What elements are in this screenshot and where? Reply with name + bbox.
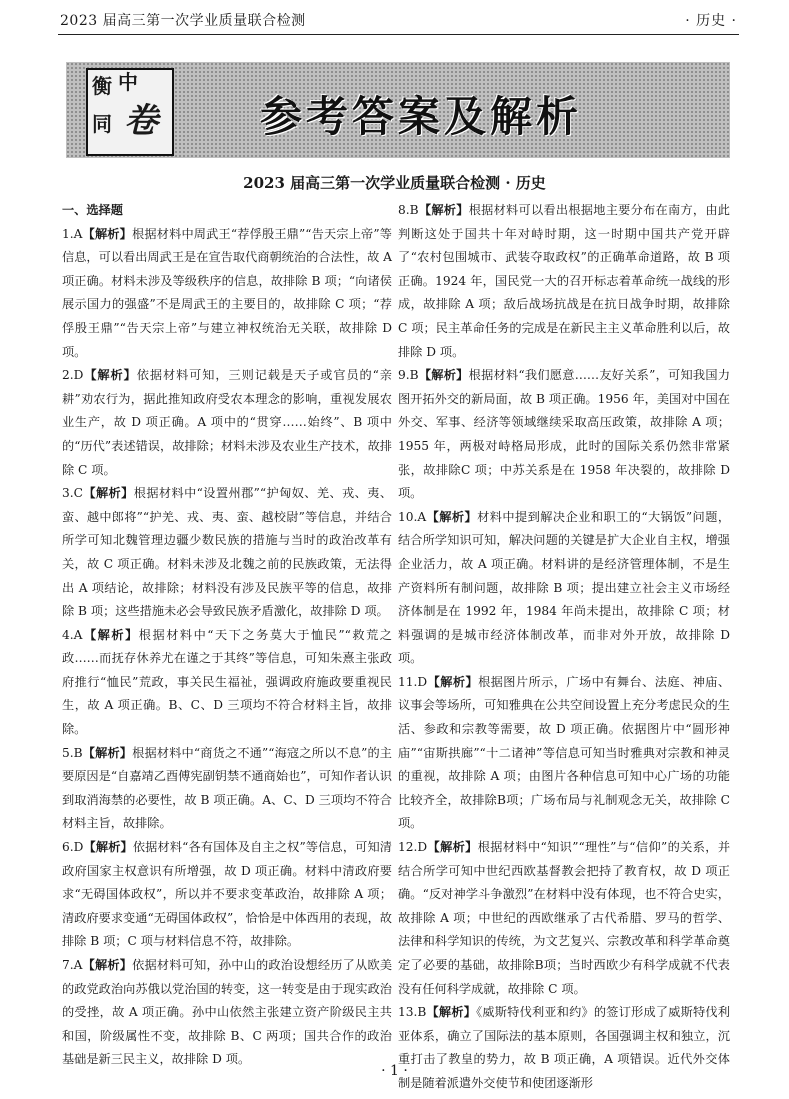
answer-text: 根据图片所示，广场中有舞台、法庭、神庙、议事会等场所，可知雅典在公共空间设置上充分考虑民众的生活、参政和宗教等需要，故 D 项正确。依据图片中“圆形神庙”“宙斯拱廊”“十二诸神”等信息可知当时雅典对宗教和神灵的重视，故排除 A 项；由图片各种信息可知中心广场的功能比较齐全，故排除B项；广场布局与礼制观念无关，故排除 C 项。 bbox=[398, 674, 731, 831]
logo-char: 中 bbox=[118, 70, 138, 94]
analysis-tag: 【解析】 bbox=[427, 674, 479, 689]
answer-number: 1.A bbox=[62, 226, 83, 241]
answer-text: 材料中提到解决企业和职工的“大锅饭”问题，结合所学知识可知，解决问题的关键是扩大企业自主权，增强企业活力，故 A 项正确。材料讲的是经济管理体制，不是生产资料所有制问题，故排除 B 项；提出建立社会主义市场经济体制是在 1992 年，1984 年尚未提出，故排除 C 项；材料强调的是城市经济体制改革，而非对外开放，故排除 D 项。 bbox=[398, 509, 731, 666]
answer-number: 2.D bbox=[62, 368, 84, 383]
answer-number: 7.A bbox=[62, 958, 83, 972]
document-title: 2023 届高三第一次学业质量联合检测 · 历史 bbox=[243, 174, 546, 192]
logo-char: 卷 bbox=[124, 101, 158, 141]
answer-item bbox=[398, 1001, 730, 1095]
analysis-tag: 【解析】 bbox=[82, 627, 139, 642]
answer-text: 根据材料“我们愿意……友好关系”，可知我国力图开拓外交的新局面，故 B 项正确。1956 年，美国对中国在外交、军事、经济等领域继续采取高压政策，故排除 A 项；1955 年，两极对峙格局形成，此时的国际关系仍然非常紧张，故排除C 项；中苏关系是在 1958 年决裂的，故排除 D 项。 bbox=[398, 368, 731, 501]
analysis-tag: 【解析】 bbox=[418, 203, 469, 217]
answer-text: 根据材料中“天下之务莫大于恤民”“救荒之政……而抚存休养尤在谨之于其终”等信息，可知朱熹主张政府推行“恤民”荒政，事关民生福祉，强调政府施政要重视民生，故 A 项正确。B、C、D 三项均不符合材料主旨，故排除。 bbox=[62, 627, 392, 737]
answer-item bbox=[62, 624, 392, 742]
answer-number: 13.B bbox=[398, 1005, 427, 1020]
answer-text: 《威斯特伐利亚和约》的签订形成了威斯特伐利亚体系，确立了国际法的基本原则，各国强调主权和独立，沉重打击了教皇的势力，故 B 项正确，A 项错误。近代外交体制是随着派遣外交使节和使团逐渐形 bbox=[398, 1005, 730, 1090]
analysis-tag: 【解析】 bbox=[82, 958, 133, 972]
answer-item bbox=[62, 836, 392, 954]
analysis-tag: 【解析】 bbox=[82, 745, 133, 760]
answer-number: 4.A bbox=[62, 627, 83, 642]
answer-text: 依据材料可知，孙中山的政治设想经历了从欧美的政党政治向苏俄以党治国的转变，这一转变是由于现实政治的受挫，故 A 项正确。孙中山依然主张建立资产阶级民主共和国，阶级属性不变，故排除 B、C 两项；国共合作的政治基础是新三民主义，故排除 D 项。 bbox=[62, 958, 393, 1067]
answer-number: 5.B bbox=[62, 745, 83, 760]
answer-number: 11.D bbox=[398, 674, 428, 689]
running-header-subject: · 历史 · bbox=[685, 13, 737, 29]
analysis-tag: 【解析】 bbox=[427, 840, 478, 855]
answer-text: 根据材料中“知识”“理性”与“信仰”的关系，并结合所学可知中世纪西欧基督教会把持了教育权，故 D 项正确。“反对神学斗争激烈”在材料中没有体现，也不符合史实，故排除 A 项；中世纪的西欧继承了古代希腊、罗马的哲学、法律和科学知识的传统，为文艺复兴、宗教改革和科学革命奠定了必要的基础，故排除B项；当时西欧少有科学成就不代表没有任何科学成就，故排除 C 项。 bbox=[398, 840, 731, 996]
right-column bbox=[398, 199, 730, 1096]
answer-text: 依据材料“各有国体及自主之权”等信息，可知清政府国家主权意识有所增强，故 D 项正确。材料中清政府要求“无碍国体政权”，所以并不要求变革政治，故排除 A 项；清政府要求变通“无碍国体政权”，恰恰是中体西用的表现，故排除 B 项；C 项与材料信息不符，故排除。 bbox=[62, 840, 392, 949]
answer-item bbox=[398, 506, 730, 671]
logo-char: 同 bbox=[92, 112, 112, 136]
answer-text: 根据材料中“设置州郡”“护匈奴、羌、戎、夷、蛮、越中郎将”“护羌、戎、夷、蛮、越校尉”等信息，并结合所学可知北魏管理边疆少数民族的措施与当时的政治改革有关，故 C 项正确。材料未涉及北魏之前的民族政策，无法得出 A 项结论，故排除；材料没有涉及民族平等的信息，故排除 B 项；这些措施未必会导致民族矛盾激化，故排除 D 项。 bbox=[62, 486, 393, 619]
logo-char: 衡 bbox=[92, 74, 112, 98]
answer-item bbox=[398, 199, 730, 364]
hengzhong-logo bbox=[86, 68, 174, 156]
running-header-title: 2023 届高三第一次学业质量联合检测 bbox=[60, 13, 306, 29]
answer-item bbox=[62, 482, 392, 624]
answer-number: 3.C bbox=[62, 486, 83, 501]
analysis-tag: 【解析】 bbox=[418, 368, 469, 383]
section-heading: 一、选择题 bbox=[62, 203, 123, 217]
answer-number: 9.B bbox=[398, 368, 419, 383]
answer-item bbox=[398, 671, 730, 836]
answer-item bbox=[398, 836, 730, 1001]
answer-number: 12.D bbox=[398, 840, 428, 855]
answer-text: 根据材料可以看出根据地主要分布在南方，由此判断这处于国共十年对峙时期，这一时期中国共产党开辟了“农村包围城市、武装夺取政权”的正确革命道路，故 B 项正确。1924 年，国民党一大的召开标志着革命统一战线的形成，故排除 A 项；敌后战场抗战是在抗日战争时期，故排除 C 项；民主革命任务的完成是在新民主主义革命胜利以后，故排除 D 项。 bbox=[398, 203, 730, 359]
page-number: · 1 · bbox=[381, 1063, 408, 1079]
answer-text: 根据材料中周武王“荐俘殷王鼎”“告天宗上帝”等信息，可以看出周武王是在宣告取代商朝统治的合法性，故 A 项正确。材料未涉及等级秩序的信息，故排除 B 项；“向诸侯展示国力的强盛”不是周武王的主要目的，故排除 C 项；“荐俘殷王鼎”“告天宗上帝”与建立神权统治无关联，故排除 D 项。 bbox=[62, 226, 392, 359]
answer-number: 8.B bbox=[398, 203, 419, 217]
banner-title: 参考答案及解析 bbox=[260, 92, 583, 141]
answer-item bbox=[62, 364, 392, 482]
analysis-tag: 【解析】 bbox=[82, 226, 133, 241]
analysis-tag: 【解析】 bbox=[83, 840, 133, 855]
answer-number: 10.A bbox=[398, 509, 427, 524]
analysis-tag: 【解析】 bbox=[82, 486, 134, 501]
answer-number: 6.D bbox=[62, 840, 84, 855]
analysis-tag: 【解析】 bbox=[426, 509, 478, 524]
answer-text: 依据材料可知，三则记载是天子或官员的“亲耕”劝农行为，据此推知政府受农本理念的影响，重视发展农业生产，故 D 项正确。A 项中的“贯穿……始终”、B 项中的“历代”表述错误，故排除；材料未涉及农业生产技术，故排除 C 项。 bbox=[62, 368, 392, 477]
header-rule bbox=[58, 34, 739, 35]
left-column bbox=[62, 199, 392, 1072]
answer-text: 根据材料中“商货之不通”“海寇之所以不息”的主要原因是“自嘉靖乙酉傅宪副钥禁不通商始也”，可知作者认识到取消海禁的必要性，故 B 项正确。A、C、D 三项均不符合材料主旨，故排除。 bbox=[62, 745, 392, 831]
analysis-tag: 【解析】 bbox=[426, 1005, 477, 1020]
answer-item bbox=[62, 223, 392, 365]
answer-item bbox=[398, 364, 730, 506]
answer-item bbox=[62, 742, 392, 836]
analysis-tag: 【解析】 bbox=[83, 368, 137, 383]
answer-item bbox=[62, 954, 392, 1072]
